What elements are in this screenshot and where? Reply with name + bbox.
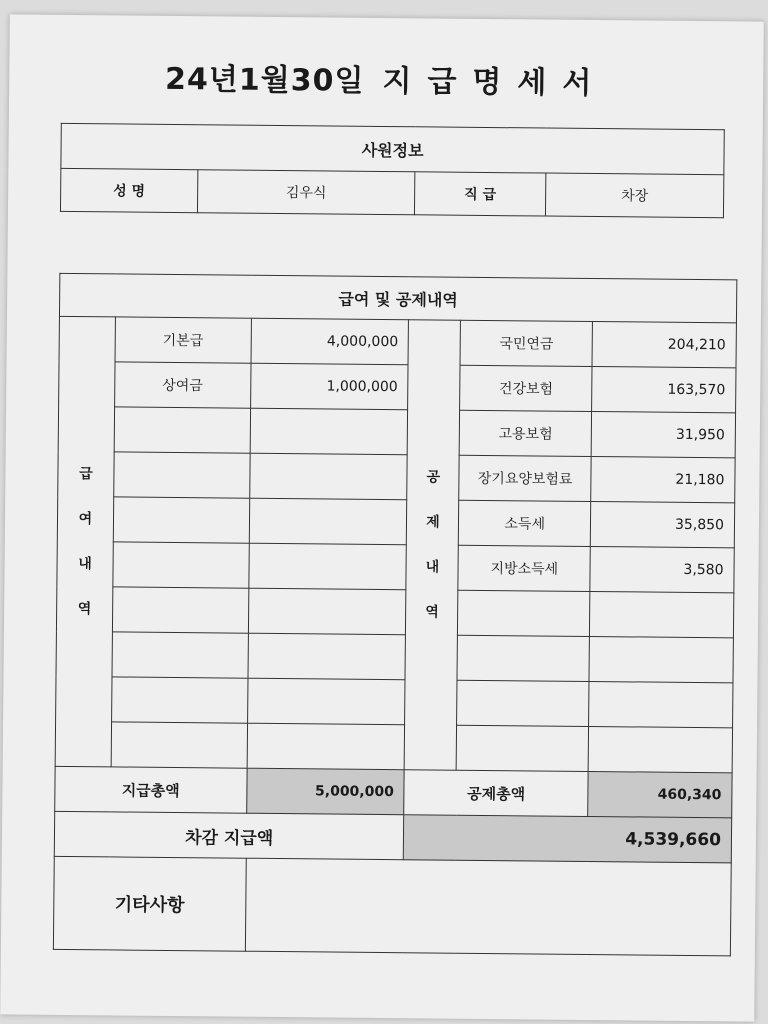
pay-item-amount	[249, 498, 407, 545]
memo-value	[245, 858, 731, 956]
pay-item-name: 상여금	[115, 362, 251, 408]
deduction-item-amount	[589, 681, 733, 727]
deduction-label-char: 제	[426, 513, 440, 531]
pay-item-amount	[249, 453, 407, 500]
deduction-item-name	[458, 590, 590, 636]
payslip-paper	[0, 14, 764, 1021]
net-pay-label: 차감 지급액	[54, 811, 404, 859]
item-row	[59, 316, 736, 367]
pay-item-name	[113, 497, 249, 543]
pay-item-amount	[247, 723, 405, 770]
deduction-item-name	[456, 725, 588, 771]
deduction-item-amount: 163,570	[592, 367, 736, 413]
deduction-item-amount: 204,210	[592, 322, 736, 368]
pay-label-char: 여	[78, 510, 93, 527]
employee-name: 김우식	[197, 170, 414, 215]
deduction-item-name: 국민연금	[460, 320, 592, 366]
total-deduction-amount: 460,340	[588, 771, 732, 817]
payroll-table	[53, 273, 737, 956]
pay-item-name	[114, 407, 250, 453]
net-pay-amount: 4,539,660	[404, 815, 732, 863]
item-row	[58, 406, 735, 457]
pay-item-amount: 4,000,000	[251, 318, 409, 365]
pay-item-amount	[247, 678, 405, 725]
pay-item-amount	[248, 543, 406, 590]
deduction-item-amount: 35,850	[590, 501, 734, 547]
item-row	[55, 721, 732, 772]
deduction-item-name: 지방소득세	[458, 545, 590, 591]
deduction-label-char: 역	[425, 603, 439, 621]
name-label: 성 명	[60, 168, 197, 212]
item-row	[56, 676, 733, 727]
pay-item-amount	[248, 633, 406, 680]
employee-info-header: 사원정보	[61, 123, 724, 174]
pay-item-name: 기본급	[115, 317, 251, 363]
item-row	[56, 631, 733, 682]
pay-item-name	[111, 677, 247, 723]
item-row	[58, 451, 735, 502]
pay-item-name	[114, 452, 250, 498]
pay-item-amount	[250, 408, 408, 455]
deduction-item-name	[457, 680, 589, 726]
deduction-item-name	[457, 635, 589, 681]
deduction-label-char: 내	[425, 558, 440, 576]
deduction-section-label	[405, 320, 461, 770]
deduction-item-amount	[589, 636, 733, 682]
pay-item-name	[113, 542, 249, 588]
deduction-item-amount	[590, 591, 734, 637]
deduction-item-name: 건강보험	[460, 365, 592, 411]
item-rows	[55, 316, 736, 772]
item-row	[57, 541, 734, 592]
pay-item-amount	[248, 588, 406, 635]
deduction-item-name: 소득세	[459, 500, 591, 546]
employee-rank: 차장	[545, 173, 723, 218]
item-row	[59, 361, 736, 412]
title-date: 24년1월30일	[164, 61, 365, 99]
deduction-item-name: 장기요양보험료	[459, 455, 591, 501]
title-doc: 지급명세서	[382, 63, 608, 102]
deduction-item-amount: 3,580	[590, 546, 734, 592]
total-deduction-label: 공제총액	[404, 770, 588, 817]
memo-label: 기타사항	[53, 856, 246, 951]
pay-item-amount: 1,000,000	[250, 363, 408, 410]
total-pay-amount: 5,000,000	[246, 768, 404, 815]
pay-item-name	[111, 722, 247, 768]
pay-section-label	[55, 316, 115, 767]
deduction-item-name: 고용보험	[460, 410, 592, 456]
deduction-item-amount	[588, 726, 732, 772]
pay-item-name	[112, 632, 248, 678]
deduction-label-char: 공	[426, 468, 441, 486]
payroll-header: 급여 및 공제내역	[59, 273, 736, 322]
item-row	[57, 496, 734, 547]
pay-label-char: 급	[79, 465, 93, 482]
total-pay-label: 지급총액	[55, 766, 247, 813]
page-title	[9, 52, 763, 103]
rank-label: 직 급	[414, 172, 545, 216]
pay-label-char: 역	[77, 600, 92, 617]
employee-info-table	[60, 123, 725, 218]
deduction-item-amount: 21,180	[591, 457, 735, 503]
pay-item-name	[112, 587, 248, 633]
deduction-item-amount: 31,950	[591, 412, 735, 458]
item-row	[56, 586, 733, 637]
pay-label-char: 내	[78, 555, 92, 572]
